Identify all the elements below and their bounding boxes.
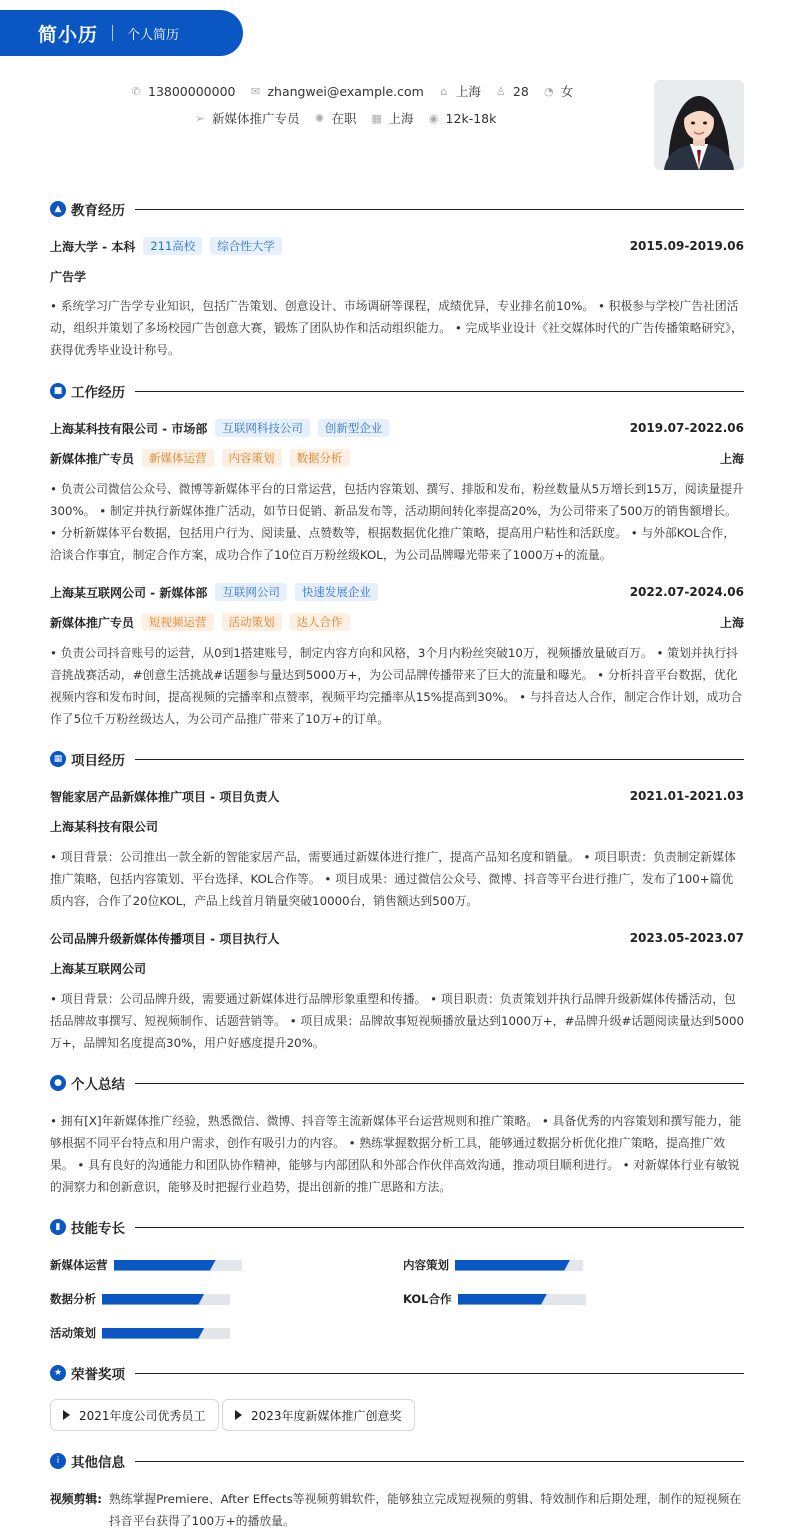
education-major-row	[50, 267, 744, 285]
gender-text: 女	[560, 84, 574, 99]
position-item	[194, 109, 300, 127]
cake-icon: ♙	[495, 84, 506, 98]
project-2-description: • 项目背景：公司品牌升级，需要通过新媒体进行品牌形象重塑和传播。 • 项目职责：负责策划并执行品牌升级新媒体传播活动，包括品牌故事撰写、短视频制作、话题营销等。 • 项目成果：品牌故事短视频播放量达到1000万+，#品牌升级#话题阅读量达到5000万+，品牌知名度提高30%，用户好感度提升20%。	[50, 992, 745, 1050]
section-divider	[135, 209, 744, 210]
status-icon: ✺	[314, 111, 325, 125]
role-tag: 数据分析	[290, 449, 350, 467]
gender-item	[543, 82, 574, 100]
project-1-title-row	[50, 787, 744, 805]
award-text: 2023年度新媒体推广创意奖	[251, 1408, 402, 1423]
section-title: 项目经历	[71, 753, 125, 769]
company-name: 上海某互联网公司 - 新媒体部	[50, 585, 208, 600]
home-icon: ⌂	[440, 84, 448, 98]
brand-divider	[112, 25, 113, 41]
send-icon: ➢	[195, 111, 205, 125]
city-text: 上海	[455, 84, 481, 99]
section-projects-header	[50, 749, 744, 769]
age-text: 28	[512, 83, 529, 99]
gender-icon: ◔	[543, 84, 554, 98]
section-title: 工作经历	[71, 385, 125, 401]
info-icon: i	[50, 1453, 66, 1469]
section-awards-header	[50, 1363, 744, 1383]
salary-item	[428, 111, 497, 126]
phone-item	[130, 84, 235, 99]
section-divider	[135, 1373, 744, 1374]
company-tag: 创新型企业	[318, 419, 390, 437]
medal-icon: ★	[50, 1365, 66, 1381]
work-1-company-row	[50, 419, 744, 437]
section-divider	[135, 1461, 744, 1462]
section-divider	[135, 759, 744, 760]
section-title: 荣誉奖项	[71, 1367, 125, 1383]
age-item	[495, 84, 529, 99]
position-text: 新媒体推广专员	[212, 111, 300, 126]
education-description: • 系统学习广告学专业知识，包括广告策划、创意设计、市场调研等课程，成绩优异，专业排名前10%。 • 积极参与学校广告社团活动，组织并策划了多场校园广告创意大赛，锻炼了团队协作和活动组织能力。 • 完成毕业设计《社交媒体时代的广告传播策略研究》，获得优秀毕业设计称号。	[50, 299, 743, 357]
play-icon	[63, 1410, 70, 1420]
work-date: 2022.07-2024.06	[629, 585, 744, 599]
section-divider	[135, 1227, 744, 1228]
skill-bar	[114, 1260, 242, 1271]
avatar	[654, 80, 744, 170]
role-name: 新媒体推广专员	[50, 615, 135, 630]
email-text: zhangwei@example.com	[267, 83, 424, 99]
brand-subtitle: 个人简历	[127, 27, 180, 43]
graduation-cap-icon: ▲	[50, 201, 66, 217]
role-tag: 活动策划	[222, 613, 282, 631]
phone-icon: ✆	[131, 84, 141, 98]
project-company: 上海某互联网公司	[50, 961, 147, 976]
award-item	[222, 1399, 415, 1431]
skill-item	[403, 1291, 586, 1307]
project-date: 2021.01-2021.03	[629, 789, 744, 803]
skill-bar	[455, 1260, 583, 1271]
building-icon: ▦	[371, 111, 382, 125]
project-title: 智能家居产品新媒体推广项目 - 项目负责人	[50, 789, 280, 804]
mail-icon: ✉	[250, 84, 261, 98]
contact-row-2	[194, 109, 510, 127]
skill-bar-fill	[455, 1260, 570, 1271]
status-item	[314, 109, 357, 127]
school-name: 上海大学 - 本科	[50, 239, 136, 254]
user-icon: ●	[50, 1075, 66, 1091]
role-tag: 内容策划	[222, 449, 282, 467]
project-1-description: • 项目背景：公司推出一款全新的智能家居产品，需要通过新媒体进行推广，提高产品知名度和销量。 • 项目职责：负责制定新媒体推广策略，包括内容策划、平台选择、KOL合作等。 • 项目成果：通过微信公众号、微博、抖音等平台进行推广，发布了100+篇优质内容，合作了20位KOL，产品上线首月销量突破10000台，销售额达到500万。	[50, 850, 736, 908]
email-item	[249, 84, 423, 99]
bar-chart-icon: ▮	[50, 1219, 66, 1235]
role-name: 新媒体推广专员	[50, 451, 135, 466]
section-title: 个人总结	[71, 1077, 125, 1093]
major-name: 广告学	[50, 269, 87, 284]
other-info-value: 熟练掌握Premiere、After Effects等视频剪辑软件，能够独立完成短视频的剪辑、特效制作和后期处理，制作的短视频在抖音平台获得了100万+的播放量。	[109, 1492, 742, 1528]
target-city-item	[371, 109, 414, 127]
education-date: 2015.09-2019.06	[629, 239, 744, 253]
section-summary-header	[50, 1073, 744, 1093]
award-item	[50, 1399, 219, 1431]
skill-name: 内容策划	[403, 1258, 449, 1272]
status-text: 在职	[331, 111, 357, 126]
work-date: 2019.07-2022.06	[629, 421, 744, 435]
briefcase-icon: ■	[50, 383, 66, 399]
skill-bar-fill	[458, 1294, 548, 1305]
city-item	[438, 82, 481, 100]
project-company: 上海某科技有限公司	[50, 819, 159, 834]
brand-name: 简小历	[38, 23, 99, 46]
work-1-role-row	[50, 449, 744, 467]
section-title: 技能专长	[71, 1221, 125, 1237]
skill-item	[403, 1257, 583, 1273]
project-1-company-row	[50, 817, 744, 835]
skill-name: KOL合作	[403, 1292, 452, 1306]
brand-banner	[0, 10, 243, 56]
skill-name: 活动策划	[50, 1326, 96, 1340]
skill-bar	[102, 1294, 230, 1305]
skill-bar	[102, 1328, 230, 1339]
work-location: 上海	[719, 615, 744, 630]
work-location: 上海	[719, 451, 744, 466]
company-name: 上海某科技有限公司 - 市场部	[50, 421, 208, 436]
role-tag: 达人合作	[290, 613, 350, 631]
skill-item	[50, 1257, 242, 1273]
award-text: 2021年度公司优秀员工	[79, 1408, 206, 1423]
company-tag: 互联网科技公司	[215, 419, 310, 437]
role-tag: 短视频运营	[142, 613, 214, 631]
project-title: 公司品牌升级新媒体传播项目 - 项目执行人	[50, 931, 280, 946]
section-skills-header	[50, 1217, 744, 1237]
school-tag: 211高校	[143, 237, 202, 255]
work-1-description: • 负责公司微信公众号、微博等新媒体平台的日常运营，包括内容策划、撰写、排版和发布，粉丝数量从5万增长到15万，阅读量提升300%。 • 制定并执行新媒体推广活动，如节日促销、新品发布等，活动期间转化率提高20%，为公司带来了500万的销售额增长。 • 分析新媒体平台数据，包括用户行为、阅读量、点赞数等，根据数据优化推广策略，提高用户粘性和活跃度。 • 与外部KOL合作，洽谈合作事宜，制定合作方案，成功合作了10位百万粉丝级KOL，为公司品牌曝光带来了1000万+的流量。	[50, 482, 744, 562]
work-2-role-row	[50, 613, 744, 631]
skill-item	[50, 1325, 230, 1341]
company-tag: 互联网公司	[215, 583, 287, 601]
skill-bar-fill	[114, 1260, 216, 1271]
skill-bar-fill	[102, 1294, 204, 1305]
school-tag: 综合性大学	[210, 237, 282, 255]
role-tag: 新媒体运营	[142, 449, 214, 467]
phone-text: 13800000000	[148, 83, 236, 99]
target-city-text: 上海	[388, 111, 414, 126]
work-2-description: • 负责公司抖音账号的运营，从0到1搭建账号，制定内容方向和风格，3个月内粉丝突破10万，视频播放量破百万。 • 策划并执行抖音挑战赛活动，#创意生活挑战#话题参与量达到5000万+，为公司品牌传播带来了巨大的流量和曝光。 • 分析抖音平台数据，优化视频内容和发布时间，提高视频的完播率和点赞率，视频平均完播率从15%提高到30%。 • 与抖音达人合作，制定合作计划，成功合作了5位千万粉丝级达人，为公司产品推广带来了10万+的订单。	[50, 646, 743, 726]
other-info-label: 视频剪辑:	[50, 1492, 102, 1506]
section-divider	[135, 391, 744, 392]
skill-name: 数据分析	[50, 1292, 96, 1306]
education-header	[50, 237, 744, 255]
section-title: 其他信息	[71, 1455, 125, 1471]
coin-icon: ◉	[428, 111, 439, 125]
section-divider	[135, 1083, 744, 1084]
section-other-header	[50, 1451, 744, 1471]
grid-icon: ▦	[50, 751, 66, 767]
play-icon	[235, 1410, 242, 1420]
summary-text: • 拥有[X]年新媒体推广经验，熟悉微信、微博、抖音等主流新媒体平台运营规则和推广策略。 • 具备优秀的内容策划和撰写能力，能够根据不同平台特点和用户需求，创作有吸引力的内容。 • 熟练掌握数据分析工具，能够通过数据分析优化推广策略，提高推广效果。 • 具有良好的沟通能力和团队协作精神，能够与内部团队和外部合作伙伴高效沟通，推动项目顺利进行。 • 对新媒体行业有敏锐的洞察力和创新意识，能够及时把握行业趋势，提出创新的推广思路和方法。	[50, 1114, 742, 1194]
other-info-row	[50, 1488, 744, 1532]
company-tag: 快速发展企业	[295, 583, 378, 601]
salary-text: 12k-18k	[445, 110, 497, 126]
section-work-header	[50, 381, 744, 401]
contact-row-1	[130, 82, 587, 100]
skill-item	[50, 1291, 230, 1307]
section-title: 教育经历	[71, 203, 125, 219]
skill-bar	[458, 1294, 586, 1305]
section-education-header	[50, 199, 744, 219]
work-2-company-row	[50, 583, 744, 601]
skill-bar-fill	[102, 1328, 204, 1339]
skill-name: 新媒体运营	[50, 1258, 108, 1272]
project-2-title-row	[50, 929, 744, 947]
project-date: 2023.05-2023.07	[629, 931, 744, 945]
project-2-company-row	[50, 959, 744, 977]
